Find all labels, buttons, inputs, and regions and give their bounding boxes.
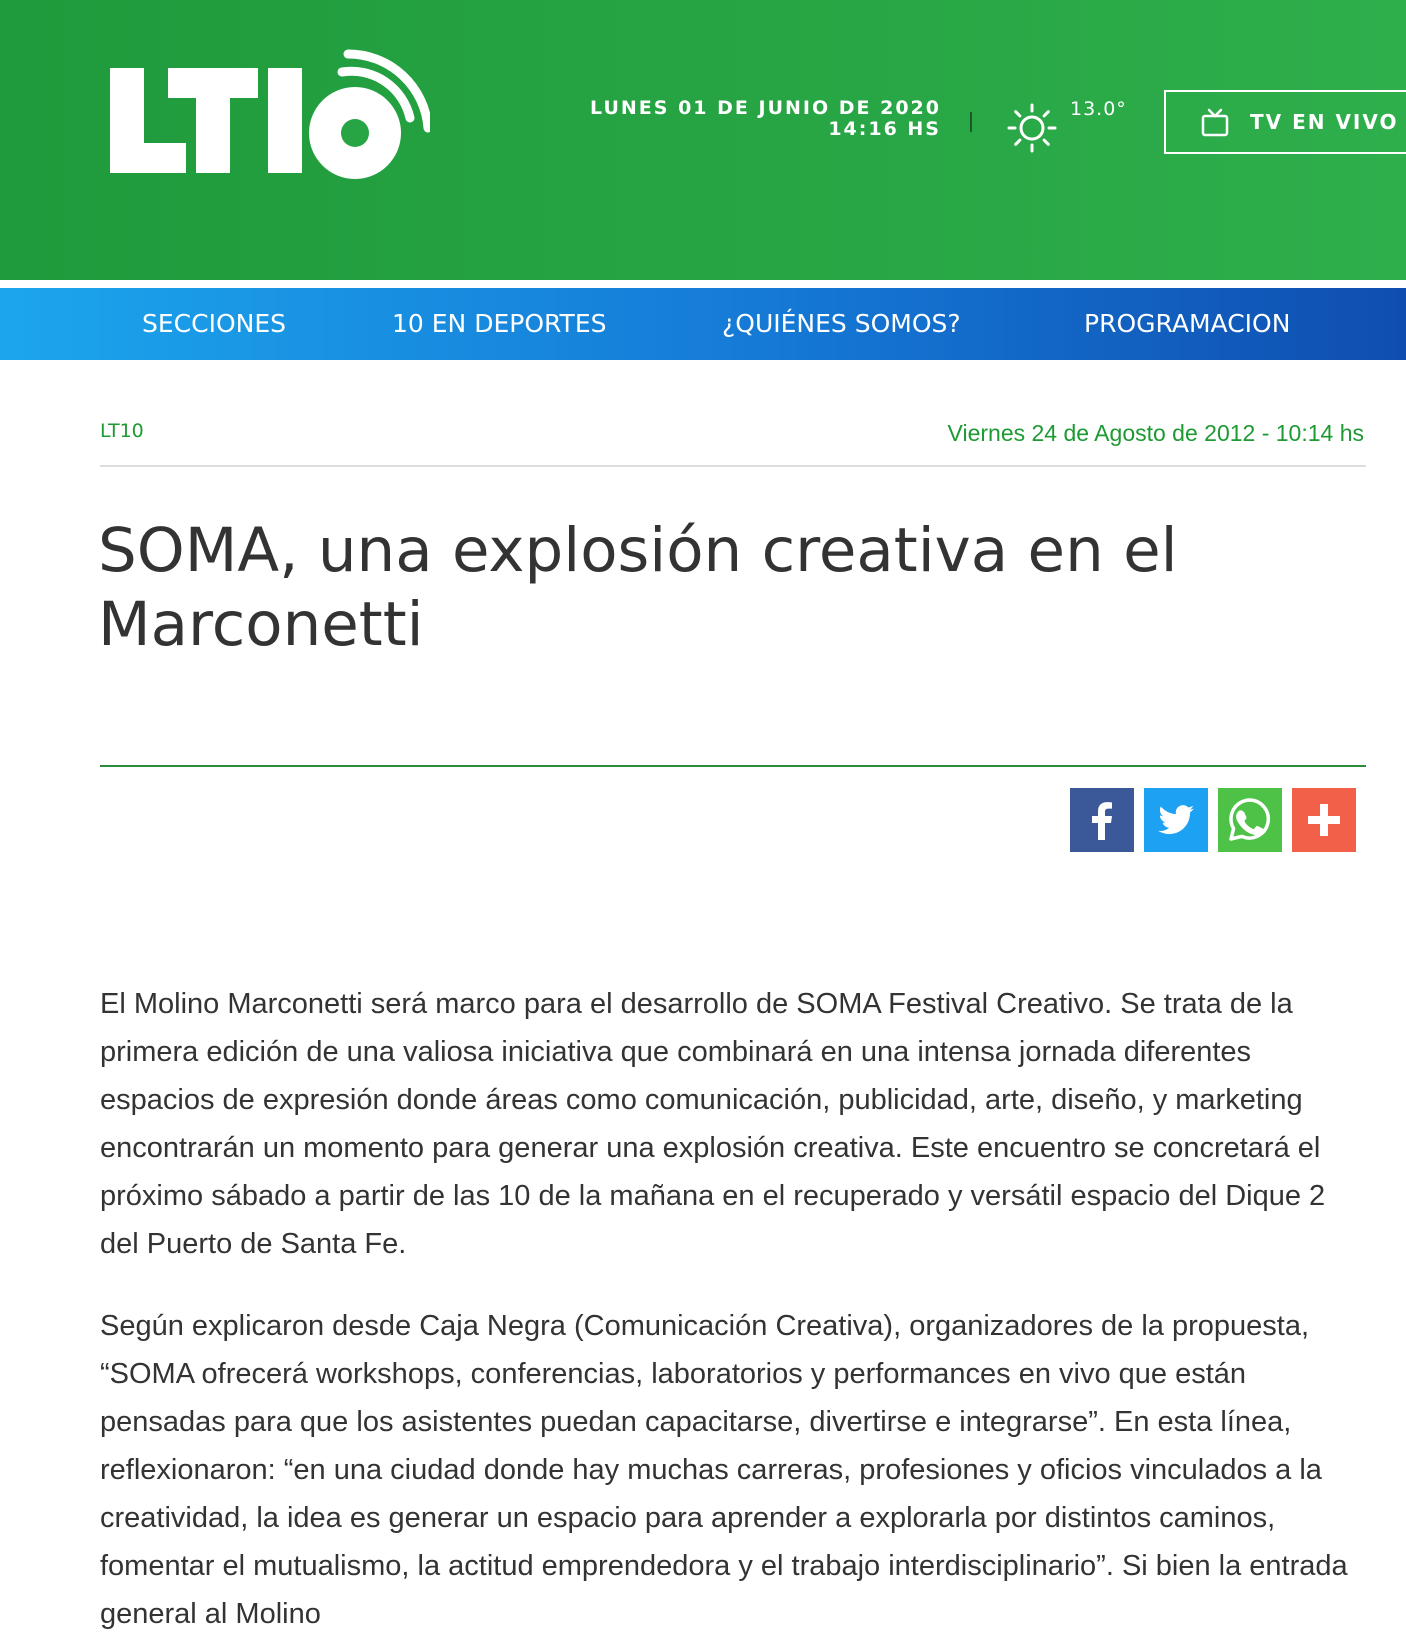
site-header <box>0 0 1406 280</box>
share-whatsapp-button[interactable] <box>1218 788 1282 852</box>
current-date: LUNES 01 DE JUNIO DE 2020 <box>590 97 941 119</box>
temperature: 13.0° <box>1070 98 1127 120</box>
tv-icon <box>1200 108 1230 138</box>
nav-item-secciones[interactable]: SECCIONES <box>142 309 286 338</box>
article-paragraph: El Molino Marconetti será marco para el desarrollo de SOMA Festival Creativo. Se trata de la primera edición de una valiosa iniciativa que combinará en una intensa jornada diferentes espacios de expresión donde áreas como comunicación, publicidad, arte, diseño, y marketing encontrarán un momento para generar una explosión creativa. Este encuentro se concretará el próximo sábado a partir de las 10 de la mañana en el recuperado y versátil espacio del Dique 2 del Puerto de Santa Fe. <box>100 988 1326 1260</box>
divider <box>100 765 1366 767</box>
main-nav <box>0 288 1406 360</box>
whatsapp-icon <box>1218 788 1282 852</box>
nav-item-quienes-somos[interactable]: ¿QUIÉNES SOMOS? <box>722 309 961 338</box>
plus-icon <box>1292 788 1356 852</box>
article-source[interactable]: LT10 <box>100 420 144 442</box>
lt10-logo[interactable] <box>110 48 430 188</box>
share-more-button[interactable] <box>1292 788 1356 852</box>
nav-item-programacion[interactable]: PROGRAMACION <box>1084 309 1291 338</box>
twitter-icon <box>1144 788 1208 852</box>
nav-item-10-en-deportes[interactable]: 10 EN DEPORTES <box>392 309 607 338</box>
current-time: 14:16 HS <box>828 118 941 140</box>
article-paragraph: Según explicaron desde Caja Negra (Comunicación Creativa), organizadores de la propuesta, “SOMA ofrecerá workshops, conferencias, laboratorios y performances en vivo que están pensadas para que los asistentes puedan capacitarse, divertirse e integrarse”. En esta línea, reflexionaron: “en una ciudad donde hay muchas carreras, profesiones y oficios vinculados a la creatividad, la idea es generar un espacio para aprender a explorarla por distintos caminos, fomentar el mutualismo, la actitud emprendedora y el trabajo interdisciplinario”. Si bien la entrada general al Molino <box>100 1310 1348 1630</box>
article-date: Viernes 24 de Agosto de 2012 - 10:14 hs <box>947 420 1364 446</box>
article-body <box>100 980 1370 1638</box>
sun-icon <box>1006 102 1058 154</box>
share-facebook-button[interactable] <box>1070 788 1134 852</box>
current-datetime <box>590 98 941 140</box>
divider <box>970 112 972 132</box>
divider <box>100 465 1366 467</box>
share-twitter-button[interactable] <box>1144 788 1208 852</box>
facebook-icon <box>1070 788 1134 852</box>
tv-button-label: TV EN VIVO <box>1250 110 1399 134</box>
tv-en-vivo-button[interactable] <box>1164 90 1406 154</box>
article-title: SOMA, una explosión creativa en el Marconetti <box>98 515 1178 660</box>
